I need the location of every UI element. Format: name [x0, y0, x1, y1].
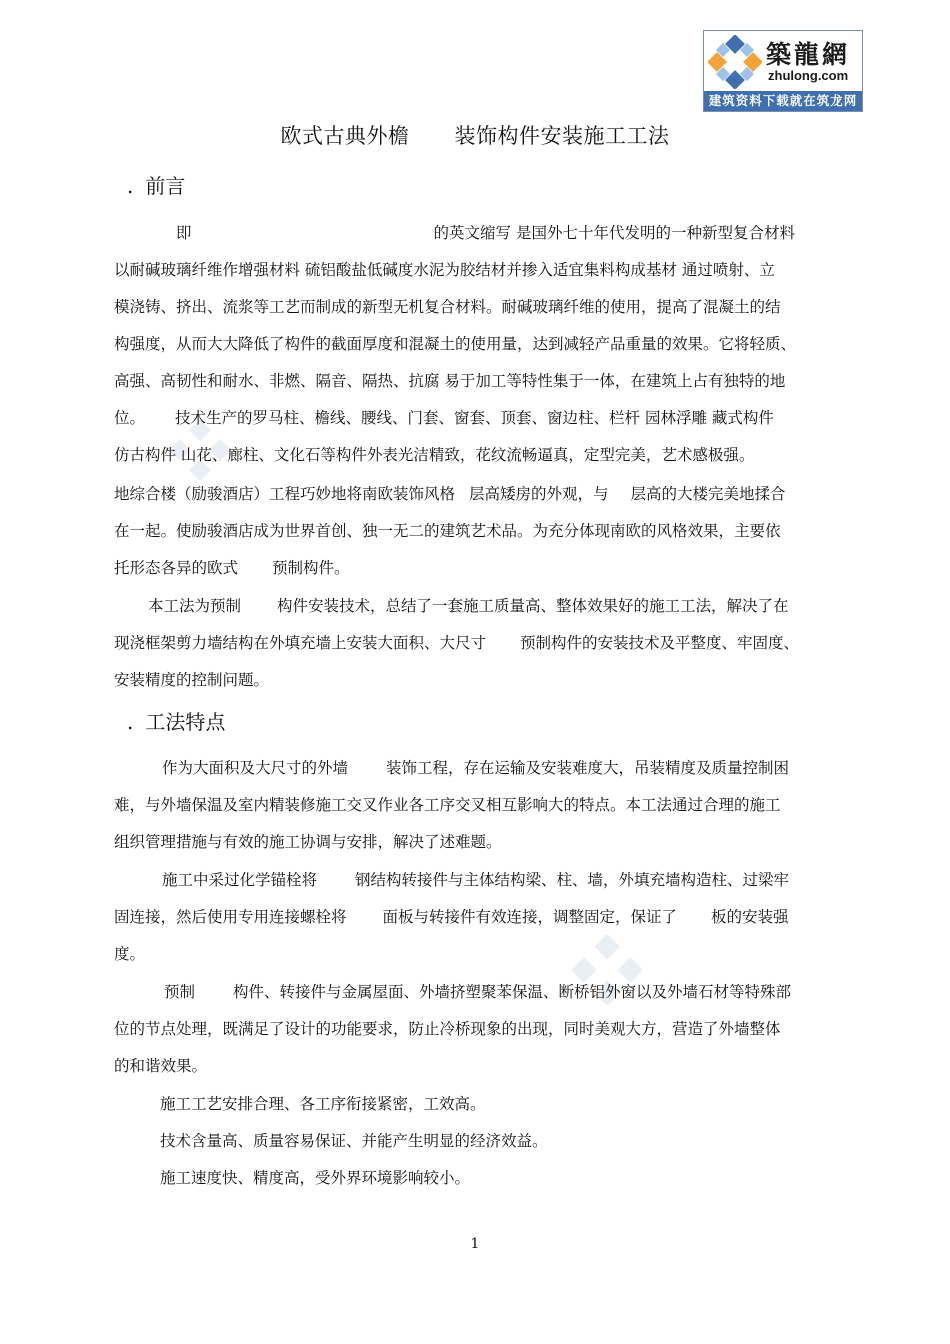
zhulong-logo — [703, 30, 863, 112]
text-fragment: 预制 — [164, 983, 196, 1001]
text-line — [114, 400, 838, 437]
preface-paragraph-2 — [114, 476, 838, 587]
logo-brand-cn: 築龍網 — [766, 40, 851, 69]
features-paragraph-3 — [114, 974, 838, 1085]
text-fragment: 装饰工程，存在运输及安装难度大，吊装精度及质量控制困 — [386, 759, 790, 777]
text-fragment: 固连接，然后使用专用连接螺栓将 — [114, 908, 347, 926]
text-line: 位的节点处理，既满足了设计的功能要求，防止冷桥现象的出现，同时美观大方，营造了外墙整体 — [114, 1020, 781, 1038]
text-line: 模浇铸、挤出、流浆等工艺而制成的新型无机复合材料。耐碱玻璃纤维的使用，提高了混凝土的结 — [114, 298, 781, 316]
list-item-text: 技术含量高、质量容易保证、并能产生明显的经济效益。 — [160, 1132, 548, 1150]
text-line: 仿古构件 山花、廊柱、文化石等构件外表光洁精致，花纹流畅逼真，定型完美，艺术感极强。 — [114, 446, 755, 464]
section-heading-preface — [127, 170, 185, 199]
text-line: 组织管理措施与有效的施工协调与安排，解决了述难题。 — [114, 833, 502, 851]
section-title: 工法特点 — [145, 710, 226, 734]
section-title: 前言 — [145, 174, 186, 198]
text-line — [114, 588, 838, 625]
logo-top — [704, 31, 862, 91]
page-number: 1 — [470, 1236, 480, 1252]
title-part-1: 欧式古典外檐 — [280, 124, 410, 148]
preface-paragraph-3 — [114, 588, 838, 699]
text-line — [114, 974, 838, 1011]
features-paragraph-2 — [114, 862, 838, 973]
text-fragment: 板的安装强 — [711, 908, 789, 926]
title-part-2: 装饰构件安装施工工法 — [454, 124, 670, 148]
text-fragment: 即 — [176, 224, 192, 242]
document-title — [0, 120, 950, 150]
text-fragment: 位。 — [114, 409, 146, 427]
text-fragment: 地综合楼（励骏酒店）工程巧妙地将南欧装饰风格 — [114, 485, 456, 503]
text-fragment: 作为大面积及大尺寸的外墙 — [162, 759, 349, 777]
list-item-text: 施工工艺安排合理、各工序衔接紧密，工效高。 — [160, 1095, 486, 1113]
list-item — [114, 1086, 838, 1123]
list-item — [114, 1160, 838, 1197]
text-fragment: 构件、转接件与金属屋面、外墙挤塑聚苯保温、断桥铝外窗以及外墙石材等特殊部 — [233, 983, 792, 1001]
logo-emblem-icon — [708, 35, 762, 89]
text-line — [114, 215, 838, 252]
text-fragment: 预制构件。 — [272, 559, 350, 577]
text-line — [114, 899, 838, 936]
features-item-list — [114, 1086, 838, 1197]
text-line: 构强度，从而大大降低了构件的截面厚度和混凝土的使用量，达到减轻产品重量的效果。它将轻质、 — [114, 335, 797, 353]
text-fragment: 本工法为预制 — [148, 597, 242, 615]
text-fragment: 面板与转接件有效连接，调整固定，保证了 — [382, 908, 678, 926]
preface-paragraph-1 — [114, 215, 838, 474]
text-line — [114, 550, 838, 587]
text-line: 在一起。使励骏酒店成为世界首创、独一无二的建筑艺术品。为充分体现南欧的风格效果，主要依 — [114, 522, 781, 540]
features-paragraph-1 — [114, 750, 838, 861]
text-line: 高强、高韧性和耐水、非燃、隔音、隔热、抗腐 易于加工等特性集于一体，在建筑上占有独特的地 — [114, 372, 786, 390]
text-fragment: 托形态各异的欧式 — [114, 559, 239, 577]
text-fragment: 现浇框架剪力墙结构在外填充墙上安装大面积、大尺寸 — [114, 634, 487, 652]
text-fragment: 钢结构转接件与主体结构梁、柱、墙，外填充墙构造柱、过梁牢 — [355, 871, 790, 889]
text-fragment: 预制构件的安装技术及平整度、牢固度、 — [520, 634, 800, 652]
list-item — [114, 1123, 838, 1160]
list-item-text: 施工速度快、精度高，受外界环境影响较小。 — [160, 1169, 471, 1187]
text-fragment: 的英文缩写 是国外七十年代发明的一种新型复合材料 — [433, 224, 795, 242]
logo-brand-en: zhulong.com — [768, 68, 849, 83]
text-line — [114, 862, 838, 899]
text-line: 的和谐效果。 — [114, 1057, 208, 1075]
text-line: 度。 — [114, 945, 146, 963]
text-line: 安装精度的控制问题。 — [114, 671, 270, 689]
text-fragment: 层高的大楼完美地揉合 — [630, 485, 786, 503]
section-heading-features — [127, 706, 225, 735]
text-fragment: 构件安装技术，总结了一套施工质量高、整体效果好的施工工法，解决了在 — [277, 597, 789, 615]
text-line: 难，与外墙保温及室内精装修施工交叉作业各工序交叉相互影响大的特点。本工法通过合理的施工 — [114, 796, 781, 814]
text-fragment: 技术生产的罗马柱、檐线、腰线、门套、窗套、顶套、窗边柱、栏杆 园林浮雕 藏式构件 — [175, 409, 774, 427]
text-line — [114, 750, 838, 787]
text-line — [114, 625, 838, 662]
text-fragment: 施工中采过化学锚栓将 — [162, 871, 318, 889]
text-line — [114, 476, 838, 513]
section-marker: . — [127, 174, 134, 198]
text-line: 以耐碱玻璃纤维作增强材料 硫铝酸盐低碱度水泥为胶结材并掺入适宜集料构成基材 通过喷射、立 — [114, 261, 775, 279]
section-marker: . — [127, 710, 134, 734]
text-fragment: 层高矮房的外观，与 — [469, 485, 609, 503]
logo-slogan: 建筑资料下载就在筑龙网 — [704, 91, 862, 111]
